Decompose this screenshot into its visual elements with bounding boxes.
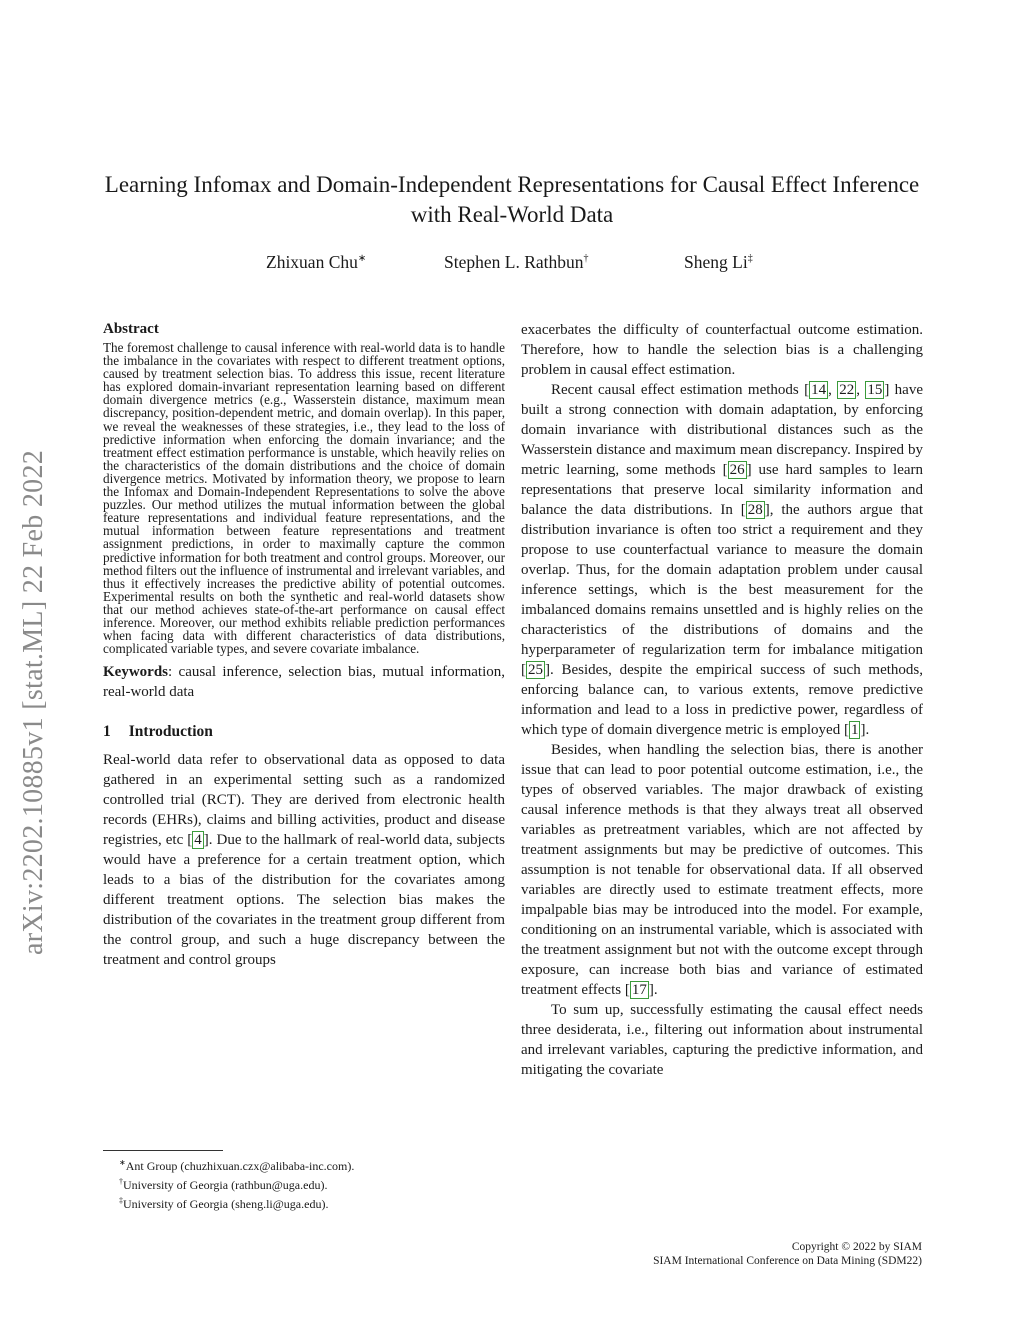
right-column xyxy=(521,320,923,1080)
citation-link[interactable]: 22 xyxy=(839,382,855,398)
conference-line: SIAM International Conference on Data Mining (SDM22) xyxy=(653,1255,922,1267)
author-name: Sheng Li xyxy=(684,252,748,272)
text-run: . Besides, despite the empirical success of such methods, enforcing balance can, to various extents, remove predictive information and lead to a loss in predictive power, regardless of which type of domain divergence metric is employed xyxy=(521,662,923,738)
text-run: . xyxy=(865,722,870,738)
intro-paragraph-1-continued: exacerbates the difficulty of counterfactual outcome estimation. Therefore, how to handle the selection bias is a challenging problem in causal effect estimation. xyxy=(521,322,923,378)
citation-link[interactable]: 26 xyxy=(729,462,745,478)
copyright-notice xyxy=(653,1240,922,1268)
footnote-mark: ∗ xyxy=(119,1158,126,1167)
citation-link[interactable]: 14 xyxy=(811,382,827,398)
intro-paragraph-4: To sum up, successfully estimating the causal effect needs three desiderata, i.e., filtering out information about instrumental and irrelevant variables, capturing the predictive information, and mitigating the covariate xyxy=(521,1002,923,1078)
footnotes xyxy=(103,1150,505,1212)
author-mark: ∗ xyxy=(357,253,367,265)
intro-paragraph-3: Besides, when handling the selection bias, there is another issue that can lead to poor potential outcome estimation, i.e., the types of observed variables. The major drawback of existing causal inference methods is that they always treat all observed variables as pretreatment variables, which are not affected by treatment assignments but may be predictive of outcomes. This assumption is not tenable for observational data. If all observed variables are directly used to estimate treatment effects, more impalpable bias may be introduced into the model. For example, conditioning on an instrumental variable, which is associated with the treatment assignment but not with the outcome except through exposure, can increase both bias and variance of estimated treatment effects [ 17 ]. xyxy=(521,742,923,998)
paper-title: Learning Infomax and Domain-Independent Representations for Causal Effect Inference with Real-World Data xyxy=(104,172,920,227)
footnote-3 xyxy=(103,1193,505,1212)
intro-paragraph-1: Real-world data refer to observational data as opposed to data gathered in an experimental setting such as a randomized controlled trial (RCT). They are derived from electronic health records (EHRs), claims and billing activities, product and disease registries, etc [ 4 ]. Due to the hallmark of real-world data, subjects would have a preference for a certain treatment option, which leads to a bias of the distribution for the covariates among different treatment options. The selection bias makes the distribution of the covariates in the treatment group different from the control group, and such a huge discrepancy between the treatment and control groups xyxy=(103,752,505,969)
left-column xyxy=(103,320,505,970)
author-name: Zhixuan Chu xyxy=(266,252,358,272)
citation-link[interactable]: 25 xyxy=(528,662,543,678)
arxiv-identifier: arXiv:2202.10885v1 [stat.ML] 22 Feb 2022 xyxy=(18,449,49,955)
citation-link[interactable]: 4 xyxy=(194,832,202,849)
author-li xyxy=(684,252,753,273)
citation-link[interactable]: 15 xyxy=(867,382,883,398)
footnote-1 xyxy=(103,1155,505,1174)
footnote-mark: † xyxy=(119,1177,123,1186)
text-run: use hard samples to learn representations that preserve local similarity information and balance the data distributions. In xyxy=(521,462,923,518)
copyright-line: Copyright © 2022 by SIAM xyxy=(791,1241,922,1253)
text-run: . xyxy=(653,982,658,998)
text-run: Besides, when handling the selection bias, there is another issue that can lead to poor potential outcome estimation, i.e., the types of observed variables. The major drawback of existing causal inference methods is that they always treat all observed variables as pretreatment variables, which are not affected by treatment assignments but may be predictive of outcomes. This assumption is not tenable for observational data. If all observed variables are directly used to estimate treatment effects, more impalpable bias may be introduced into the model. For example, conditioning on an instrumental variable, which is associated with the treatment assignment but not with the outcome except through exposure, can increase both bias and variance of estimated treatment effects xyxy=(521,742,923,998)
footnote-2 xyxy=(103,1174,505,1193)
intro-paragraph-2: Recent causal effect estimation methods [ 14 , 22 , 15 ] have built a strong connection with domain adaptation, by enforcing domain invariance with distributional distances such as the Wasserstein distance and maximum mean discrepancy. Inspired by metric learning, some methods [ 26 ] use hard samples to learn representations that preserve local similarity information and balance the data distributions. In [ 28 ], the authors argue that distribution invariance is often too strict a requirement and they propose to use counterfactual variance to measure the domain overlap. Thus, for the domain adaptation problem under causal inference settings, which is the best measurement for the imbalanced domains remains unsettled and is highly relies on the characteristics of the distributions of domains and the hyperparameter of regularization term for imbalance mitigation [ 25 ]. Besides, despite the empirical success of such methods, enforcing balance can, to various extents, remove predictive information and lead to a loss in predictive power, regardless of which type of domain divergence metric is employed [ 1 ]. xyxy=(521,382,923,738)
abstract-body: The foremost challenge to causal inference with real-world data is to handle the imbalance in the covariates with respect to different treatment options, caused by treatment selection bias. To address this issue, recent literature has explored domain-invariant representation learning based on different domain divergence metrics (e.g., Wasserstein distance, maximum mean discrepancy, position-dependent metric, and domain overlap). In this paper, we reveal the weaknesses of these strategies, i.e., they lead to the loss of predictive information when enforcing the domain invariance; and the treatment effect estimation performance is unstable, which heavily relies on the characteristics of the domain distributions and the choice of domain divergence metrics. Motivated by information theory, we propose to learn the Infomax and Domain-Independent Representations to solve the above puzzles. Our method utilizes the mutual information between the global feature representations and individual feature representations, and the mutual information between feature representations and treatment assignment predictions, in order to maximally capture the common predictive information for both treatment and control groups. Moreover, our method filters out the influence of instrumental and irrelevant variables, and thus it effectively increases the predictive ability of potential outcomes. Experimental results on both the synthetic and real-world datasets show that our method achieves state-of-the-art performance on causal effect inference. Moreover, our method exhibits reliable prediction performances when facing data with different characteristics of data distributions, complicated variable types, and severe covariate imbalance. xyxy=(103,340,505,657)
text-run: Real-world data refer to observational data as opposed to data gathered in an experimental setting such as a randomized controlled trial (RCT). They are derived from electronic health records (EHRs), claims and billing activities, product and disease registries, etc xyxy=(103,752,505,849)
author-rathbun xyxy=(444,252,589,273)
text-run: , the authors argue that distribution invariance is often too strict a requirement and they propose to use counterfactual variance to measure the domain overlap. Thus, for the domain adaptation problem under causal inference settings, which is the best measurement for the imbalanced domains remains unsettled and is highly relies on the characteristics of the distributions of domains and the hyperparameter of regularization term for imbalance mitigation xyxy=(521,502,923,658)
citation-link[interactable]: 28 xyxy=(747,502,763,518)
author-mark: ‡ xyxy=(747,253,753,265)
text-run: . Due to the hallmark of real-world data, subjects would have a preference for a certain treatment option, which leads to a bias of the distribution for the covariates among different treatment options. The selection bias makes the distribution of the covariates in the treatment group different from the control group, and such a huge discrepancy between the treatment and control groups xyxy=(103,832,505,969)
citation-link[interactable]: 1 xyxy=(850,722,859,738)
author-mark: † xyxy=(583,253,589,265)
section-heading-introduction xyxy=(103,723,505,741)
section-number: 1 xyxy=(103,723,111,741)
keywords-text: : causal inference, selection bias, mutual information, real-world data xyxy=(103,664,505,701)
author-name: Stephen L. Rathbun xyxy=(444,252,584,272)
footnote-rule xyxy=(103,1150,223,1151)
author-list xyxy=(0,252,1024,276)
footnote-text: University of Georgia (rathbun@uga.edu). xyxy=(123,1178,328,1192)
keywords-label: Keywords xyxy=(103,664,168,681)
keywords xyxy=(103,662,505,702)
footnote-mark: ‡ xyxy=(119,1196,123,1205)
section-title: Introduction xyxy=(128,723,213,741)
footnote-text: Ant Group (chuzhixuan.czx@alibaba-inc.com). xyxy=(125,1159,355,1173)
author-chu xyxy=(266,252,366,273)
text-run: Recent causal effect estimation methods xyxy=(551,382,805,398)
abstract-heading: Abstract xyxy=(103,321,159,337)
text-run: have built a strong connection with domain adaptation, by enforcing domain invariance with distributional distances such as the Wasserstein distance and maximum mean discrepancy. Inspired by metric learning, some methods xyxy=(521,382,923,478)
citation-link[interactable]: 17 xyxy=(631,982,647,998)
footnote-text: University of Georgia (sheng.li@uga.edu). xyxy=(123,1197,329,1211)
